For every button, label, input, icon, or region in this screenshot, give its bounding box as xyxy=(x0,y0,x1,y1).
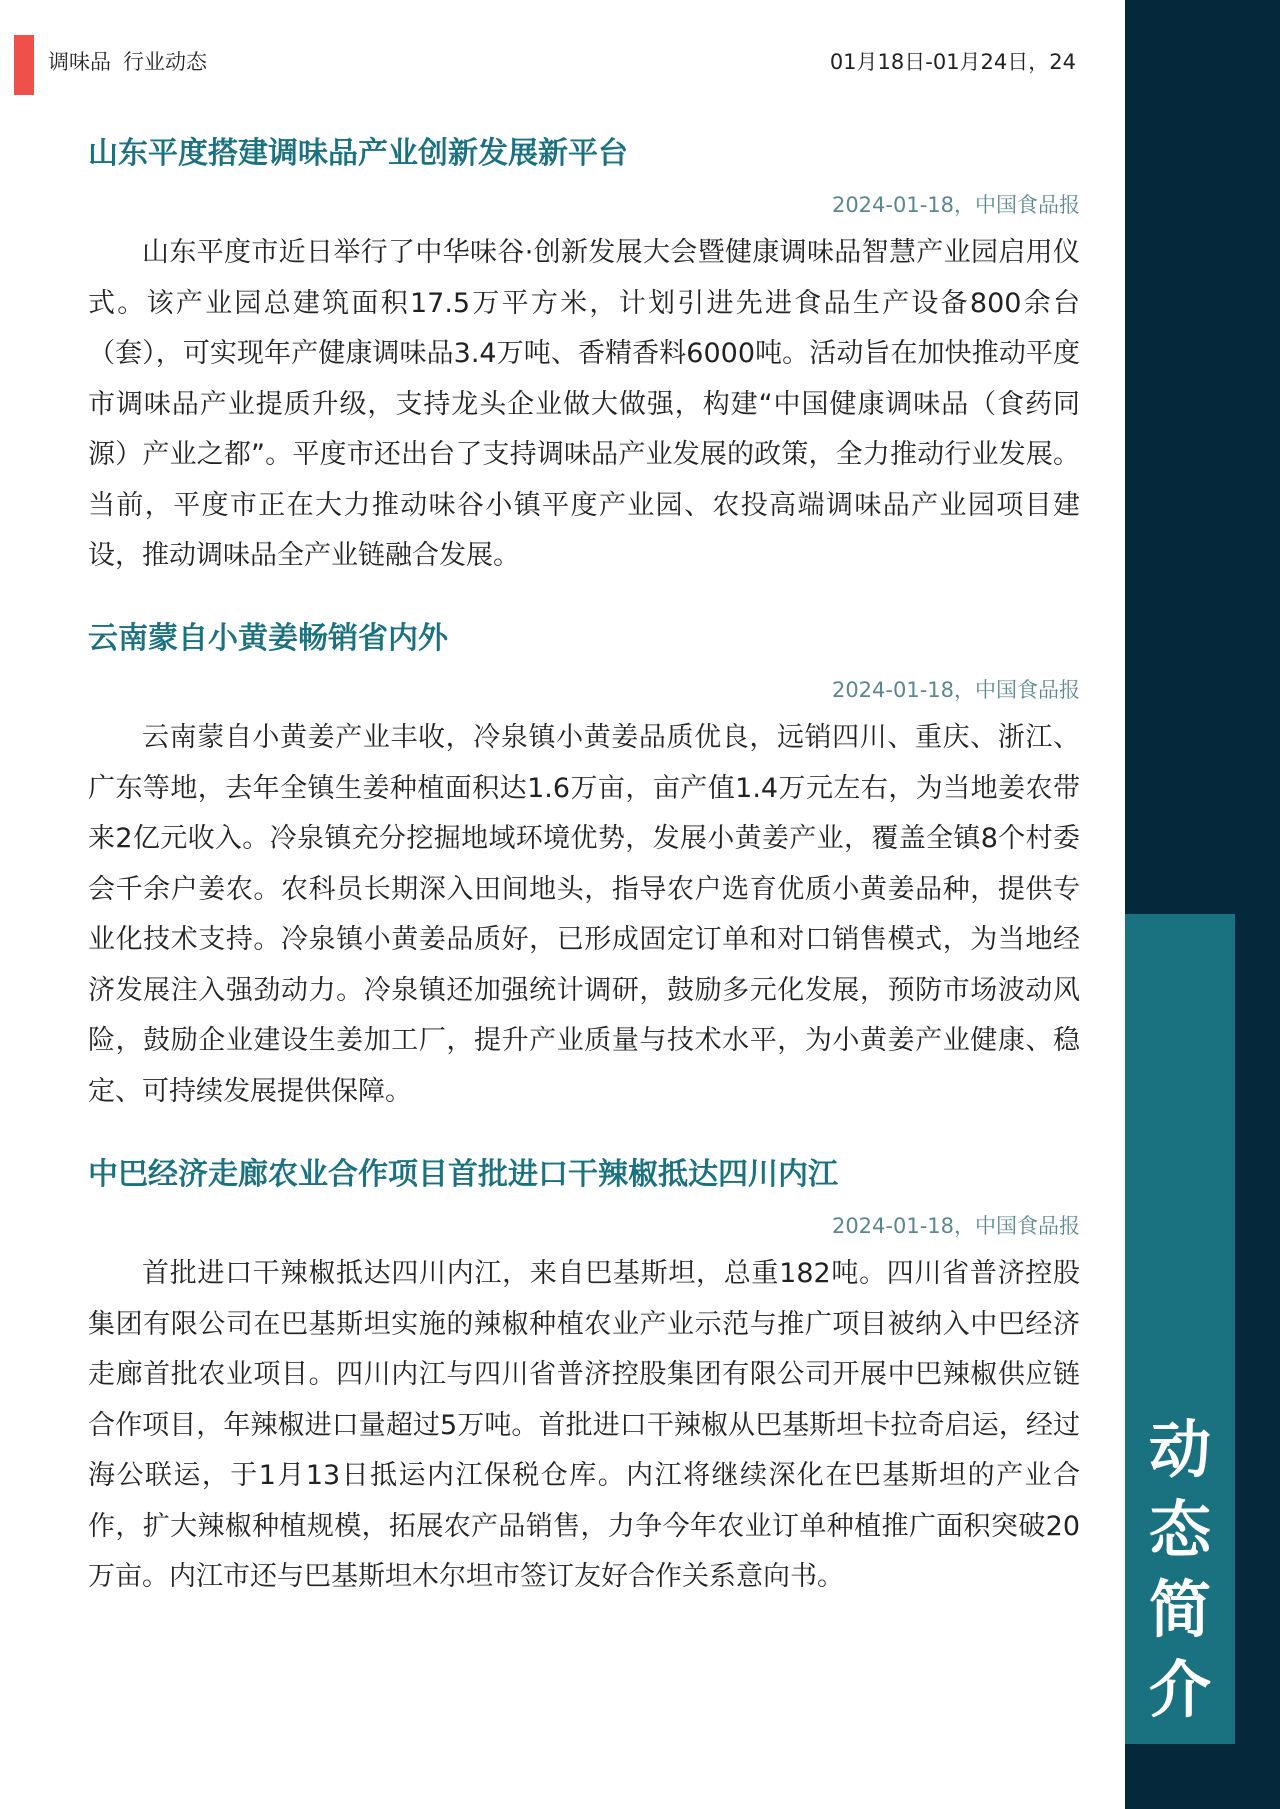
header-accent-bar xyxy=(14,35,34,95)
article-meta: 2024-01-18，中国食品报 xyxy=(831,193,1080,217)
side-banner-char: 简 xyxy=(1148,1573,1211,1646)
article-body: 云南蒙自小黄姜产业丰收，冷泉镇小黄姜品质优良，远销四川、重庆、浙江、广东等地，去年全镇生姜种植面积达1.6万亩，亩产值1.4万元左右，为当地姜农带来2亿元收入。冷泉镇充分挖掘地域环境优势，发展小黄姜产业，覆盖全镇8个村委会千余户姜农。农科员长期深入田间地头，指导农户选育优质小黄姜品种，提供专业化技术支持。冷泉镇小黄姜品质好，已形成固定订单和对口销售模式，为当地经济发展注入强劲动力。冷泉镇还加强统计调研，鼓励多元化发展，预防市场波动风险，鼓励企业建设生姜加工厂，提升产业质量与技术水平，为小黄姜产业健康、稳定、可持续发展提供保障。 xyxy=(88,722,1080,1107)
article-title: 山东平度搭建调味品产业创新发展新平台 xyxy=(88,136,628,171)
header-category-label: 调味品 xyxy=(48,50,111,74)
article-2 xyxy=(88,619,1080,1117)
article-meta: 2024-01-18，中国食品报 xyxy=(831,1214,1080,1238)
article-body: 首批进口干辣椒抵达四川内江，来自巴基斯坦，总重182吨。四川省普济控股集团有限公司在巴基斯坦实施的辣椒种植农业产业示范与推广项目被纳入中巴经济走廊首批农业项目。四川内江与四川省普济控股集团有限公司开展中巴辣椒供应链合作项目，年辣椒进口量超过5万吨。首批进口干辣椒从巴基斯坦卡拉奇启运，经过海公联运，于1月13日抵运内江保税仓库。内江将继续深化在巴基斯坦的产业合作，扩大辣椒种植规模，拓展农产品销售，力争今年农业订单种植推广面积突破20万亩。内江市还与巴基斯坦木尔坦市签订友好合作关系意向书。 xyxy=(88,1258,1080,1592)
article-title: 中巴经济走廊农业合作项目首批进口干辣椒抵达四川内江 xyxy=(88,1157,838,1192)
side-banner-char: 动 xyxy=(1148,1413,1211,1486)
side-banner-text xyxy=(1125,1410,1235,1730)
side-banner-char: 介 xyxy=(1148,1653,1211,1726)
article-body: 山东平度市近日举行了中华味谷·创新发展大会暨健康调味品智慧产业园启用仪式。该产业园总建筑面积17.5万平方米，计划引进先进食品生产设备800余台（套），可实现年产健康调味品3.4万吨、香精香料6000吨。活动旨在加快推动平度市调味品产业提质升级，支持龙头企业做大做强，构建“中国健康调味品（食药同源）产业之都”。平度市还出台了支持调味品产业发展的政策，全力推动行业发展。当前，平度市正在大力推动味谷小镇平度产业园、农投高端调味品产业园项目建设，推动调味品全产业链融合发展。 xyxy=(88,237,1080,571)
article-title: 云南蒙自小黄姜畅销省内外 xyxy=(88,621,448,656)
article-3 xyxy=(88,1155,1080,1603)
header-section-label: 行业动态 xyxy=(123,50,207,74)
side-banner-char: 态 xyxy=(1148,1493,1211,1566)
header-category xyxy=(48,46,207,76)
article-meta: 2024-01-18，中国食品报 xyxy=(831,678,1080,702)
article-1 xyxy=(88,134,1080,582)
header-date-range: 01月18日-01月24日，24 xyxy=(829,50,1076,74)
